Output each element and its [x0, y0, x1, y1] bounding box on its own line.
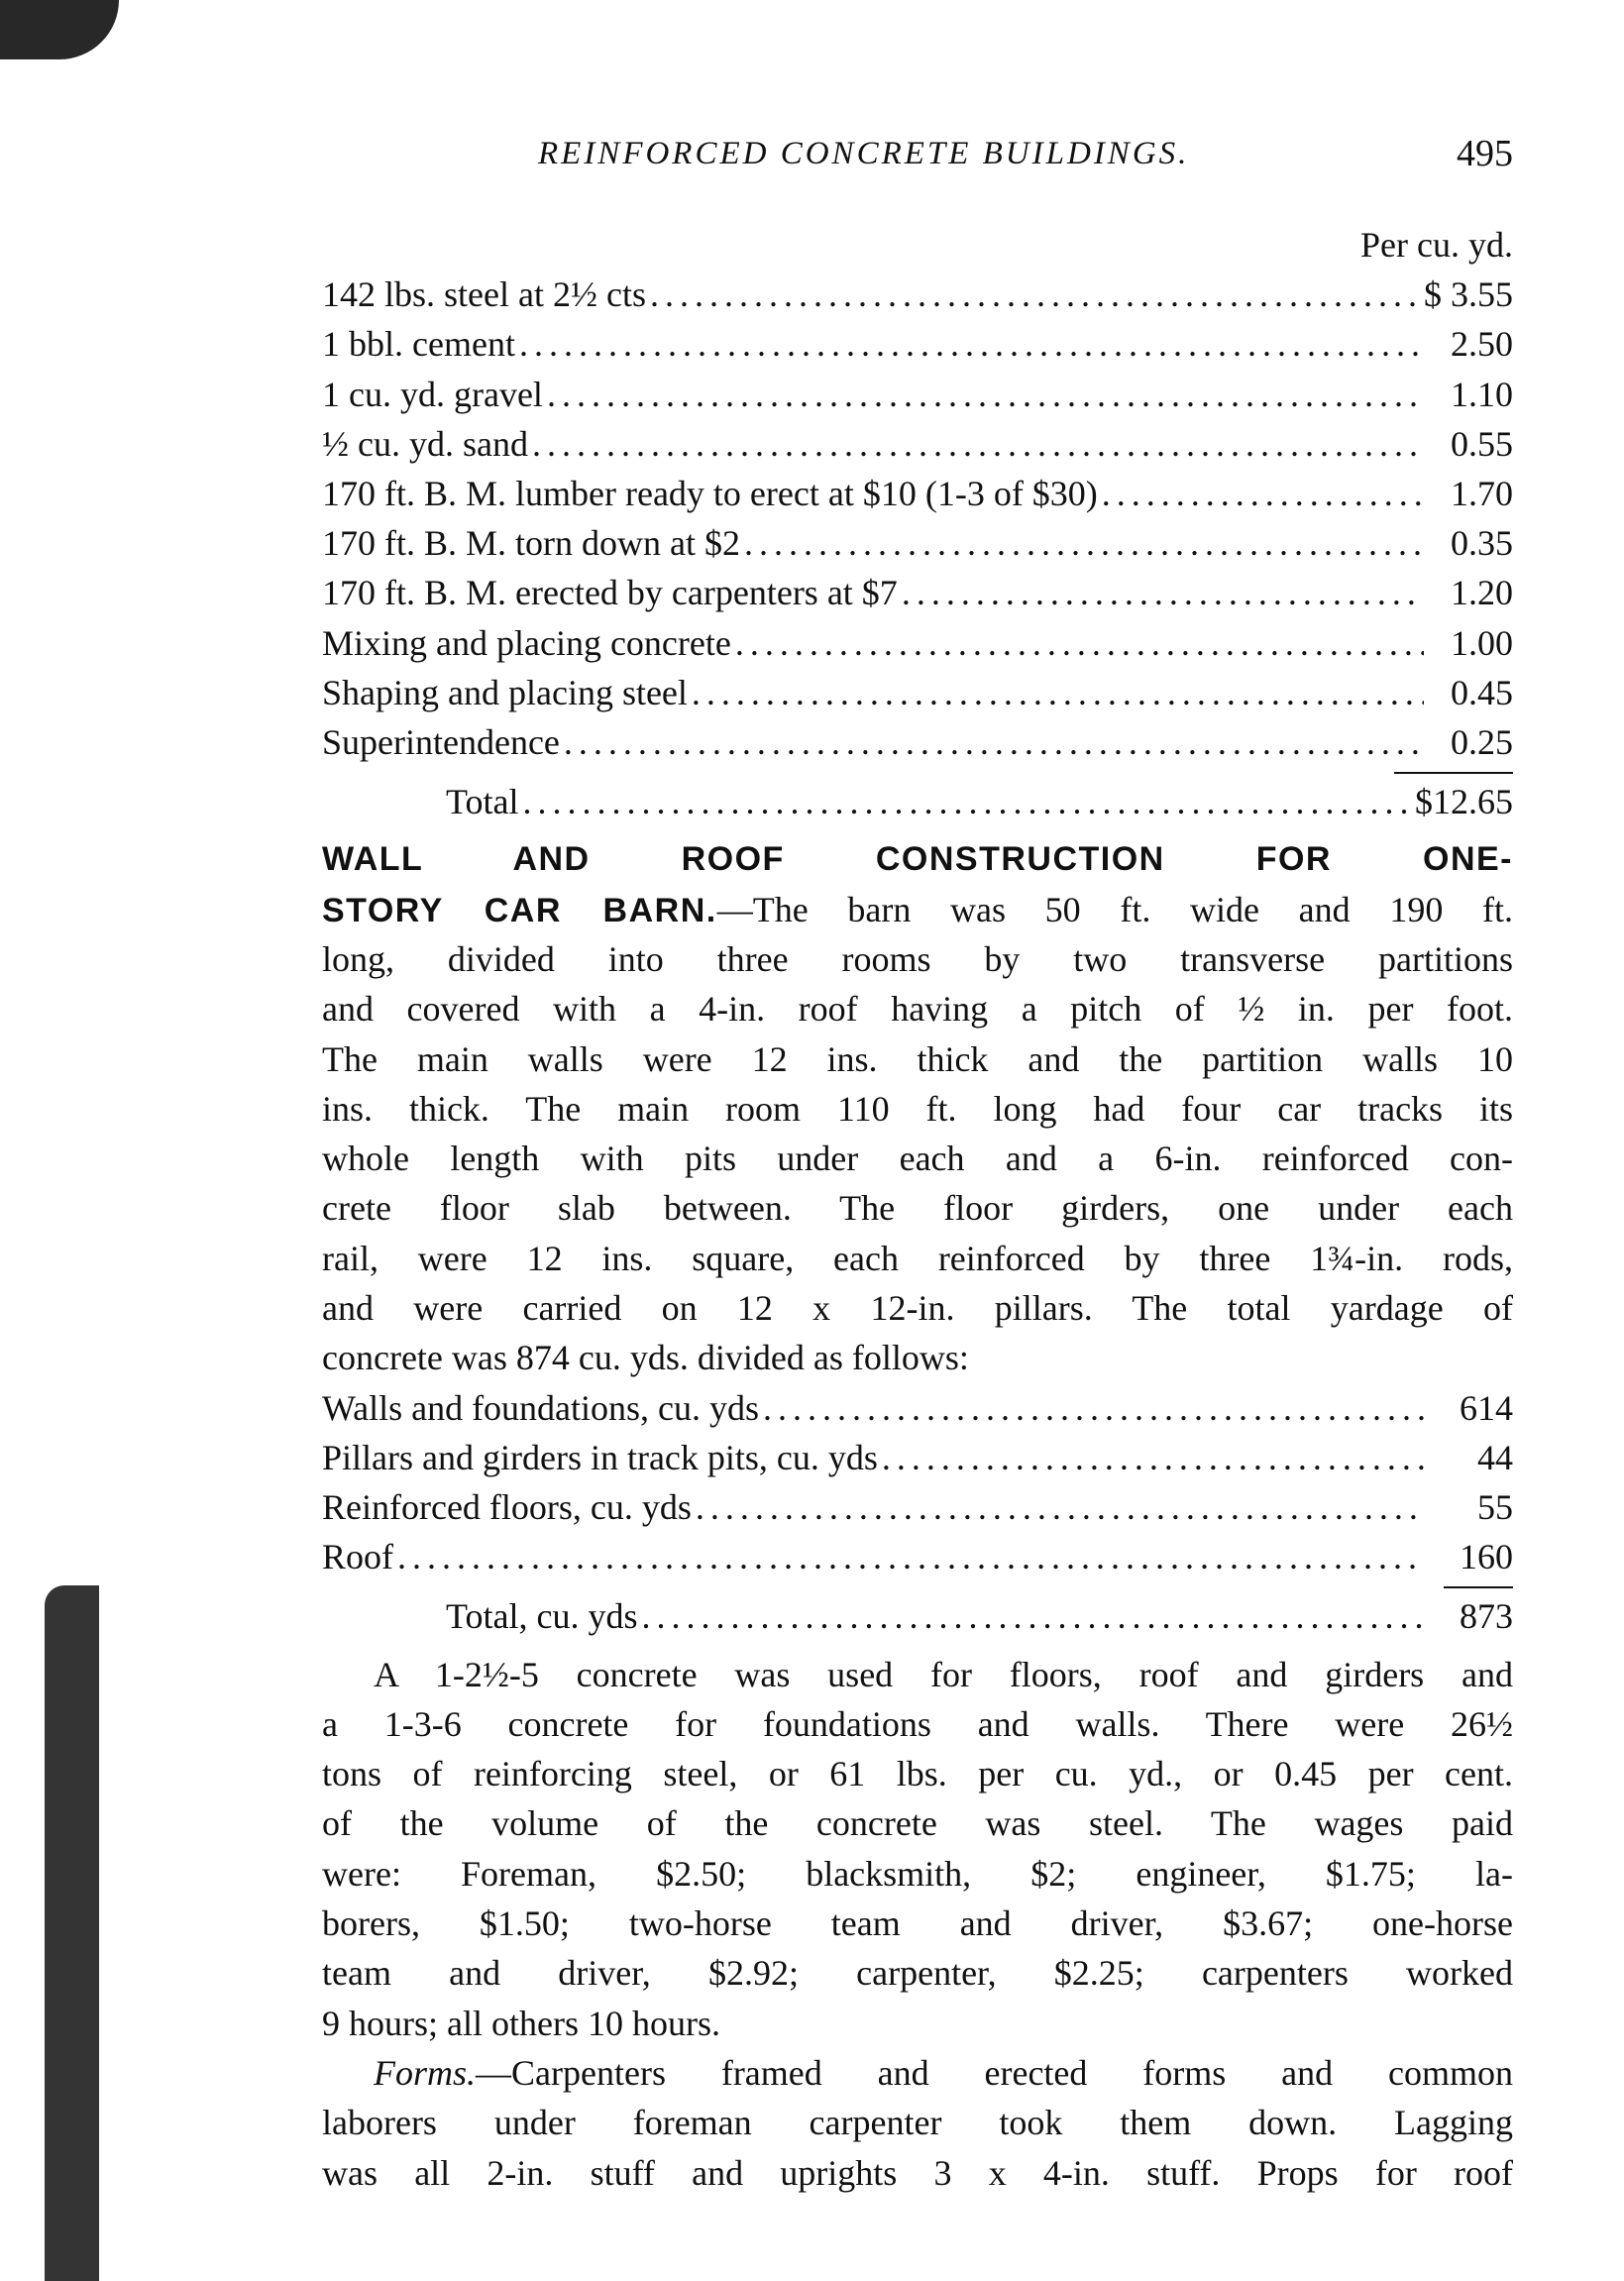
dot-leader — [518, 777, 1415, 826]
paragraph-line: was all 2-in. stuff and uprights 3 x 4-in. stuff. Props for roof — [322, 2152, 1513, 2193]
paragraph-line — [322, 885, 1513, 934]
row-value: 614 — [1460, 1387, 1513, 1428]
table-row — [322, 370, 1513, 419]
row-value: 160 — [1460, 1537, 1513, 1577]
dot-leader — [898, 568, 1424, 617]
dot-leader — [515, 319, 1424, 369]
row-label: Reinforced floors, cu. yds — [322, 1487, 692, 1527]
dot-leader — [528, 419, 1424, 469]
table-row — [322, 270, 1513, 319]
dot-leader — [688, 668, 1424, 717]
row-value: 0.45 — [1451, 672, 1513, 712]
table-row — [322, 419, 1513, 469]
section-heading: WALL AND ROOF CONSTRUCTION FOR ONE- — [322, 840, 1513, 879]
row-value: 55 — [1477, 1487, 1513, 1527]
dot-leader — [560, 717, 1424, 767]
total-label: Total — [446, 782, 519, 822]
row-label: Mixing and placing concrete — [322, 622, 731, 663]
row-label: Roof — [322, 1537, 393, 1577]
row-label: Pillars and girders in track pits, cu. yds — [322, 1437, 878, 1477]
paragraph-line: team and driver, $2.92; carpenter, $2.25; carpenters worked — [322, 1953, 1513, 1994]
total-value: $12.65 — [1415, 782, 1513, 822]
row-value: 1.70 — [1451, 474, 1513, 514]
paragraph-line: ins. thick. The main room 110 ft. long had four car tracks its — [322, 1088, 1513, 1129]
paragraph-line: whole length with pits under each and a 6-in. reinforced con- — [322, 1139, 1513, 1179]
running-title: REINFORCED CONCRETE BUILDINGS. — [538, 136, 1190, 171]
row-label: 1 bbl. cement — [322, 324, 515, 365]
table-row — [322, 518, 1513, 568]
table-row — [322, 1532, 1513, 1581]
row-label: 170 ft. B. M. erected by carpenters at $7 — [322, 573, 898, 613]
row-label: 1 cu. yd. gravel — [322, 374, 543, 414]
row-value: 0.55 — [1451, 423, 1513, 464]
row-value: 1.10 — [1451, 374, 1513, 414]
dot-leader — [878, 1433, 1424, 1482]
paragraph-line: concrete was 874 cu. yds. divided as follows: — [322, 1338, 969, 1378]
yardage-total-row — [322, 1591, 1513, 1641]
paragraph-line: rail, were 12 ins. square, each reinforced by three 1¾-in. rods, — [322, 1238, 1513, 1278]
paragraph-line: and were carried on 12 x 12-in. pillars. The total yardage of — [322, 1288, 1513, 1329]
paragraph-line: crete floor slab between. The floor girders, one under each — [322, 1188, 1513, 1229]
row-label: 142 lbs. steel at 2½ cts — [322, 274, 646, 315]
dot-leader — [1098, 469, 1424, 518]
paragraph-line: The main walls were 12 ins. thick and the partition walls 10 — [322, 1038, 1513, 1079]
yardage-table — [322, 1383, 1513, 1582]
dot-leader — [731, 618, 1424, 668]
page-number: 495 — [1457, 133, 1513, 174]
row-label: 170 ft. B. M. lumber ready to erect at $10 (1-3 of $30) — [322, 474, 1098, 514]
paragraph-line — [322, 2048, 1513, 2098]
dot-leader — [692, 1482, 1424, 1532]
paragraph-line: a 1-3-6 concrete for foundations and walls. There were 26½ — [322, 1703, 1513, 1744]
paragraph-line: and covered with a 4-in. roof having a pitch of ½ in. per foot. — [322, 989, 1513, 1030]
table-row — [322, 1482, 1513, 1532]
sum-rule — [322, 1581, 1513, 1591]
table-row — [322, 1433, 1513, 1482]
paragraph-line: of the volume of the concrete was steel. The wages paid — [322, 1803, 1513, 1844]
table-row — [322, 618, 1513, 668]
table-row — [322, 319, 1513, 369]
table-row — [322, 568, 1513, 617]
row-value: $ 3.55 — [1424, 274, 1513, 315]
run-in-heading: Forms. — [374, 2052, 477, 2093]
paragraph-line: long, divided into three rooms by two transverse partitions — [322, 938, 1513, 979]
scan-artifact — [45, 1585, 99, 2281]
dot-leader — [759, 1383, 1424, 1433]
dot-leader — [543, 370, 1424, 419]
row-value: 44 — [1477, 1437, 1513, 1477]
paragraph-line: borers, $1.50; two-horse team and driver, $3.67; one-horse — [322, 1903, 1513, 1944]
row-value: 0.25 — [1451, 721, 1513, 762]
table-row — [322, 1383, 1513, 1433]
total-value: 873 — [1460, 1596, 1513, 1637]
running-header — [322, 127, 1513, 180]
scan-artifact — [0, 0, 119, 59]
paragraph-line: A 1-2½-5 concrete was used for floors, roof and girders and — [374, 1654, 1513, 1694]
dot-leader — [740, 518, 1424, 568]
sum-rule — [322, 767, 1513, 777]
dot-leader — [393, 1532, 1424, 1581]
row-label: Shaping and placing steel — [322, 672, 688, 712]
row-value: 1.20 — [1451, 573, 1513, 613]
row-value: 2.50 — [1451, 324, 1513, 365]
table-row — [322, 668, 1513, 717]
paragraph-line: were: Foreman, $2.50; blacksmith, $2; engineer, $1.75; la- — [322, 1853, 1513, 1894]
table-row — [322, 469, 1513, 518]
paragraph-line: laborers under foreman carpenter took them down. Lagging — [322, 2103, 1513, 2143]
row-value: 1.00 — [1451, 622, 1513, 663]
text: —Carpenters framed and erected forms and common — [476, 2052, 1513, 2093]
dot-leader — [637, 1591, 1424, 1641]
paragraph-line: tons of reinforcing steel, or 61 lbs. per cu. yd., or 0.45 per cent. — [322, 1754, 1513, 1794]
row-label: Superintendence — [322, 721, 560, 762]
paragraph-line: 9 hours; all others 10 hours. — [322, 2003, 720, 2043]
row-label: 170 ft. B. M. torn down at $2 — [322, 523, 740, 564]
cost-total-row — [322, 777, 1513, 826]
row-label: ½ cu. yd. sand — [322, 423, 528, 464]
total-label: Total, cu. yds — [446, 1596, 638, 1637]
column-header: Per cu. yd. — [1360, 225, 1513, 265]
text: —The barn was 50 ft. wide and 190 ft. — [716, 889, 1513, 929]
cost-table — [322, 270, 1513, 767]
row-label: Walls and foundations, cu. yds — [322, 1387, 760, 1428]
dot-leader — [646, 270, 1424, 319]
section-heading-cont: STORY CAR BARN. — [322, 891, 717, 929]
table-row — [322, 717, 1513, 767]
row-value: 0.35 — [1451, 523, 1513, 564]
